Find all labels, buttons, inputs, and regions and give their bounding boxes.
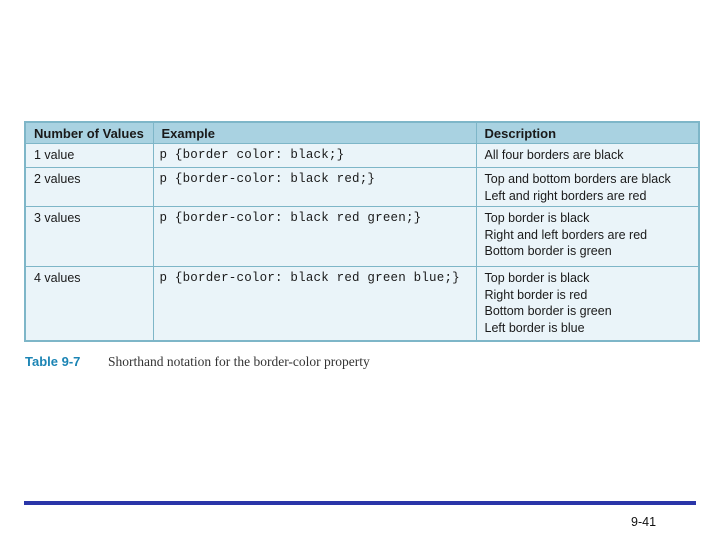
row-description [476, 144, 698, 168]
description-line: Top border is black [484, 271, 590, 285]
table-caption [25, 354, 370, 370]
header-description: Description [476, 123, 698, 144]
description-line: Bottom border is green [484, 244, 612, 258]
table-row [26, 168, 698, 207]
page-number: 9-41 [631, 515, 657, 529]
caption-text: Shorthand notation for the border-color property [108, 354, 370, 369]
row-count: 3 values [26, 207, 153, 267]
border-color-table [24, 121, 700, 342]
description-line: Top border is black [484, 211, 590, 225]
row-count: 2 values [26, 168, 153, 207]
header-example: Example [153, 123, 476, 144]
row-example: p {border-color: black red green blue;} [153, 267, 476, 341]
row-example: p {border-color: black red green;} [153, 207, 476, 267]
description-line: Left and right borders are red [484, 188, 647, 203]
table-row [26, 267, 698, 341]
row-example: p {border-color: black red;} [153, 168, 476, 207]
footer-divider [24, 501, 696, 505]
description-line: Left border is blue [484, 320, 585, 335]
header-number-of-values: Number of Values [26, 123, 153, 144]
row-description [476, 168, 698, 207]
row-description [476, 207, 698, 267]
shorthand-table [26, 123, 698, 340]
table-header-row [26, 123, 698, 144]
description-line: Top and bottom borders are black [484, 172, 671, 186]
table-row [26, 207, 698, 267]
row-example: p {border color: black;} [153, 144, 476, 168]
description-line: All four borders are black [484, 148, 624, 162]
table-row [26, 144, 698, 168]
row-count: 4 values [26, 267, 153, 341]
description-line: Right and left borders are red [484, 227, 648, 242]
row-description [476, 267, 698, 341]
caption-label: Table 9-7 [25, 354, 81, 369]
row-count: 1 value [26, 144, 153, 168]
description-line: Bottom border is green [484, 304, 612, 318]
description-line: Right border is red [484, 287, 588, 302]
